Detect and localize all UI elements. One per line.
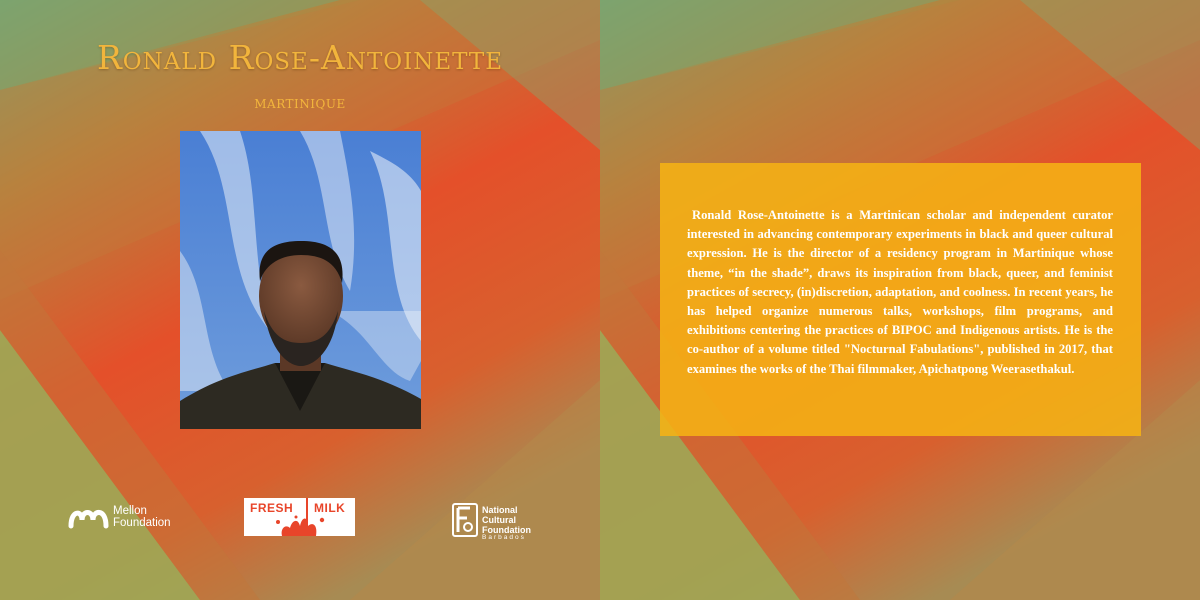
milk-word: MILK <box>314 501 346 515</box>
ncf-line2: Cultural <box>482 515 517 525</box>
fresh-word: FRESH <box>250 501 294 515</box>
ncf-subtitle: Barbados <box>482 534 526 541</box>
ncf-line3: Foundation <box>482 525 531 535</box>
country-label: MARTINIQUE <box>254 97 346 111</box>
bio-panel <box>600 0 1200 600</box>
mellon-text <box>113 505 171 529</box>
ncf-emblem-icon <box>452 503 478 537</box>
ncf-line1: National <box>482 505 518 515</box>
mellon-line2: Foundation <box>113 517 171 529</box>
mellon-m-icon <box>68 504 110 530</box>
ncf-text <box>482 505 531 535</box>
portrait-photo <box>180 131 421 429</box>
bio-text: Ronald Rose-Antoinette is a Martinican scholar and independent curator interested in advancing contemporary experiments in black and queer cultural expression. He is the director of a residency program in Martinique whose theme, “in the shade”, draws its inspiration from black, queer, and feminist practices of secrecy, (in)discretion, adaptation, and coolness. In recent years, he has helped organize numerous talks, workshops, film programs, and exhibitions centering the practices of BIPOC and Indigenous artists. He is the co-author of a volume titled "Nocturnal Fabulations", published in 2017, that examines the works of the Thai filmmaker, Apichatpong Weerasethakul. <box>687 208 1113 376</box>
mellon-line1: Mellon <box>113 505 147 517</box>
mellon-foundation-logo <box>68 504 183 534</box>
person-name: Ronald Rose-Antoinette <box>96 38 504 77</box>
fresh-milk-logo <box>244 498 355 536</box>
splash-icon <box>272 514 332 536</box>
bio-box <box>660 163 1141 436</box>
national-cultural-foundation-logo <box>452 503 552 543</box>
